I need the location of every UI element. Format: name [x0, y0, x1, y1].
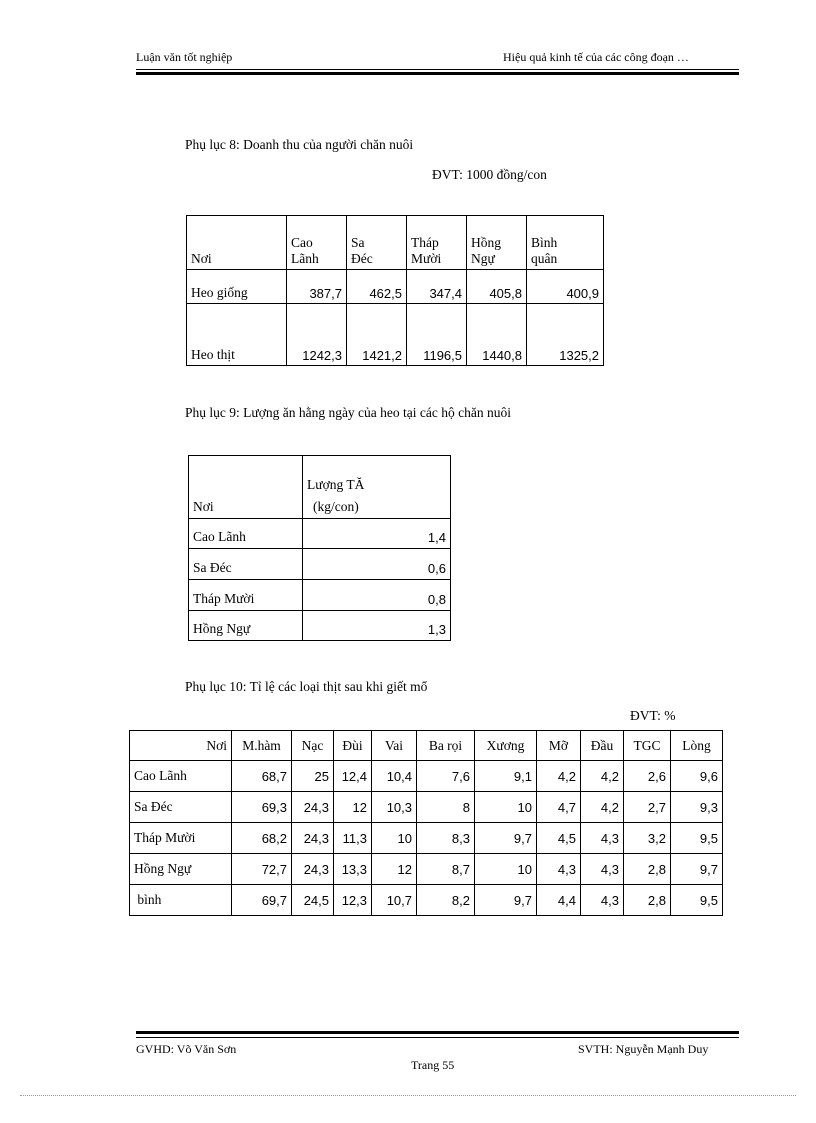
column-header: Xương [475, 731, 537, 761]
header-left: Luận văn tốt nghiệp [136, 50, 233, 64]
cell: 12,3 [334, 885, 372, 916]
cell: 9,1 [475, 761, 537, 792]
row-label: Tháp Mười [130, 823, 232, 854]
appendix8-header-thap-muoi: Tháp Mười [407, 216, 467, 270]
cell: 0,8 [303, 580, 451, 611]
row-label: Heo giống [187, 270, 287, 304]
header-rule-thin [136, 69, 739, 70]
footer-right: SVTH: Nguyễn Mạnh Duy [578, 1042, 709, 1056]
cell: 10,3 [372, 792, 417, 823]
cell: 3,2 [624, 823, 671, 854]
cell: 2,8 [624, 885, 671, 916]
row-label: Sa Đéc [130, 792, 232, 823]
cell: 24,5 [292, 885, 334, 916]
cell: 387,7 [287, 270, 347, 304]
cell: 9,3 [671, 792, 723, 823]
column-header: TGC [624, 731, 671, 761]
cell: 4,2 [581, 761, 624, 792]
header-right: Hiệu quả kinh tế của các công đoạn … [503, 50, 689, 64]
cell: 68,2 [232, 823, 292, 854]
header-rule-thick [136, 72, 739, 75]
row-label: Cao Lãnh [130, 761, 232, 792]
cell: 1325,2 [527, 304, 604, 366]
table-row [130, 885, 723, 916]
appendix8-caption: Phụ lục 8: Doanh thu của người chăn nuôi [185, 137, 414, 152]
appendix10-unit: ĐVT: % [630, 708, 676, 723]
appendix9-header-quantity: Lượng TĂ (kg/con) [303, 456, 451, 519]
table-row [187, 304, 604, 366]
cell: 69,7 [232, 885, 292, 916]
cell: 462,5 [347, 270, 407, 304]
table-row [189, 519, 451, 549]
cell: 4,2 [581, 792, 624, 823]
cell: 10,4 [372, 761, 417, 792]
cell: 405,8 [467, 270, 527, 304]
appendix8-header-sa-dec: Sa Đéc [347, 216, 407, 270]
cell: 9,5 [671, 823, 723, 854]
cell: 1196,5 [407, 304, 467, 366]
cell: 400,9 [527, 270, 604, 304]
page-number: Trang 55 [411, 1058, 455, 1072]
cell: 1,4 [303, 519, 451, 549]
cell: 1,3 [303, 611, 451, 641]
cell: 4,2 [537, 761, 581, 792]
row-label: Cao Lãnh [189, 519, 303, 549]
table-row [130, 854, 723, 885]
cell: 4,4 [537, 885, 581, 916]
cell: 10 [475, 854, 537, 885]
row-label: bình [130, 885, 232, 916]
appendix8-header-hong-ngu: Hồng Ngự [467, 216, 527, 270]
cell: 12 [334, 792, 372, 823]
column-header: M.hàm [232, 731, 292, 761]
appendix9-table [188, 455, 451, 641]
row-label: Hồng Ngự [189, 611, 303, 641]
cell: 8,2 [417, 885, 475, 916]
cell: 9,7 [475, 885, 537, 916]
footer-left: GVHD: Võ Văn Sơn [136, 1042, 237, 1056]
cell: 1242,3 [287, 304, 347, 366]
row-label: Tháp Mười [189, 580, 303, 611]
table-row [130, 792, 723, 823]
cell: 11,3 [334, 823, 372, 854]
cell: 12,4 [334, 761, 372, 792]
appendix10-table [129, 730, 723, 916]
column-header: Nạc [292, 731, 334, 761]
cell: 8,3 [417, 823, 475, 854]
cell: 4,3 [581, 854, 624, 885]
table-row [189, 611, 451, 641]
cell: 8,7 [417, 854, 475, 885]
appendix10-caption: Phụ lục 10: Tỉ lệ các loại thịt sau khi giết mổ [185, 679, 428, 694]
table-row [130, 823, 723, 854]
cell: 24,3 [292, 854, 334, 885]
table-row [189, 580, 451, 611]
cell: 9,6 [671, 761, 723, 792]
appendix8-table [186, 215, 604, 366]
cell: 12 [372, 854, 417, 885]
table-row [189, 549, 451, 580]
row-label: Sa Đéc [189, 549, 303, 580]
column-header: Đùi [334, 731, 372, 761]
table-row [130, 761, 723, 792]
cell: 25 [292, 761, 334, 792]
cell: 2,7 [624, 792, 671, 823]
cell: 4,3 [537, 854, 581, 885]
cell: 2,8 [624, 854, 671, 885]
cell: 7,6 [417, 761, 475, 792]
appendix8-unit: ĐVT: 1000 đồng/con [432, 167, 547, 182]
cell: 0,6 [303, 549, 451, 580]
cell: 9,7 [475, 823, 537, 854]
cell: 13,3 [334, 854, 372, 885]
cell: 10 [372, 823, 417, 854]
cell: 10 [475, 792, 537, 823]
column-header: Vai [372, 731, 417, 761]
cell: 4,3 [581, 823, 624, 854]
column-header: Đầu [581, 731, 624, 761]
appendix8-header-cao-lanh: Cao Lãnh [287, 216, 347, 270]
appendix8-header-row [187, 216, 604, 270]
cell: 9,7 [671, 854, 723, 885]
cell: 69,3 [232, 792, 292, 823]
footer-rule-thin [136, 1037, 739, 1038]
cell: 4,3 [581, 885, 624, 916]
cell: 9,5 [671, 885, 723, 916]
cell: 8 [417, 792, 475, 823]
column-header: Ba rọi [417, 731, 475, 761]
appendix8-header-average: Bình quân [527, 216, 604, 270]
column-header: Nơi [130, 731, 232, 761]
row-label: Heo thịt [187, 304, 287, 366]
footer-rule-thick [136, 1031, 739, 1034]
row-label: Hồng Ngự [130, 854, 232, 885]
cell: 10,7 [372, 885, 417, 916]
table-row [187, 270, 604, 304]
cell: 24,3 [292, 823, 334, 854]
cell: 1421,2 [347, 304, 407, 366]
page-bottom-divider [20, 1095, 796, 1096]
column-header: Lòng [671, 731, 723, 761]
cell: 4,5 [537, 823, 581, 854]
column-header: Mỡ [537, 731, 581, 761]
cell: 347,4 [407, 270, 467, 304]
appendix9-header-place: Nơi [189, 456, 303, 519]
cell: 2,6 [624, 761, 671, 792]
cell: 4,7 [537, 792, 581, 823]
appendix9-caption: Phụ lục 9: Lượng ăn hằng ngày của heo tại các hộ chăn nuôi [185, 405, 511, 420]
cell: 72,7 [232, 854, 292, 885]
appendix9-header-row [189, 456, 451, 519]
appendix8-header-place: Nơi [187, 216, 287, 270]
cell: 1440,8 [467, 304, 527, 366]
cell: 24,3 [292, 792, 334, 823]
appendix10-header-row [130, 731, 723, 761]
cell: 68,7 [232, 761, 292, 792]
